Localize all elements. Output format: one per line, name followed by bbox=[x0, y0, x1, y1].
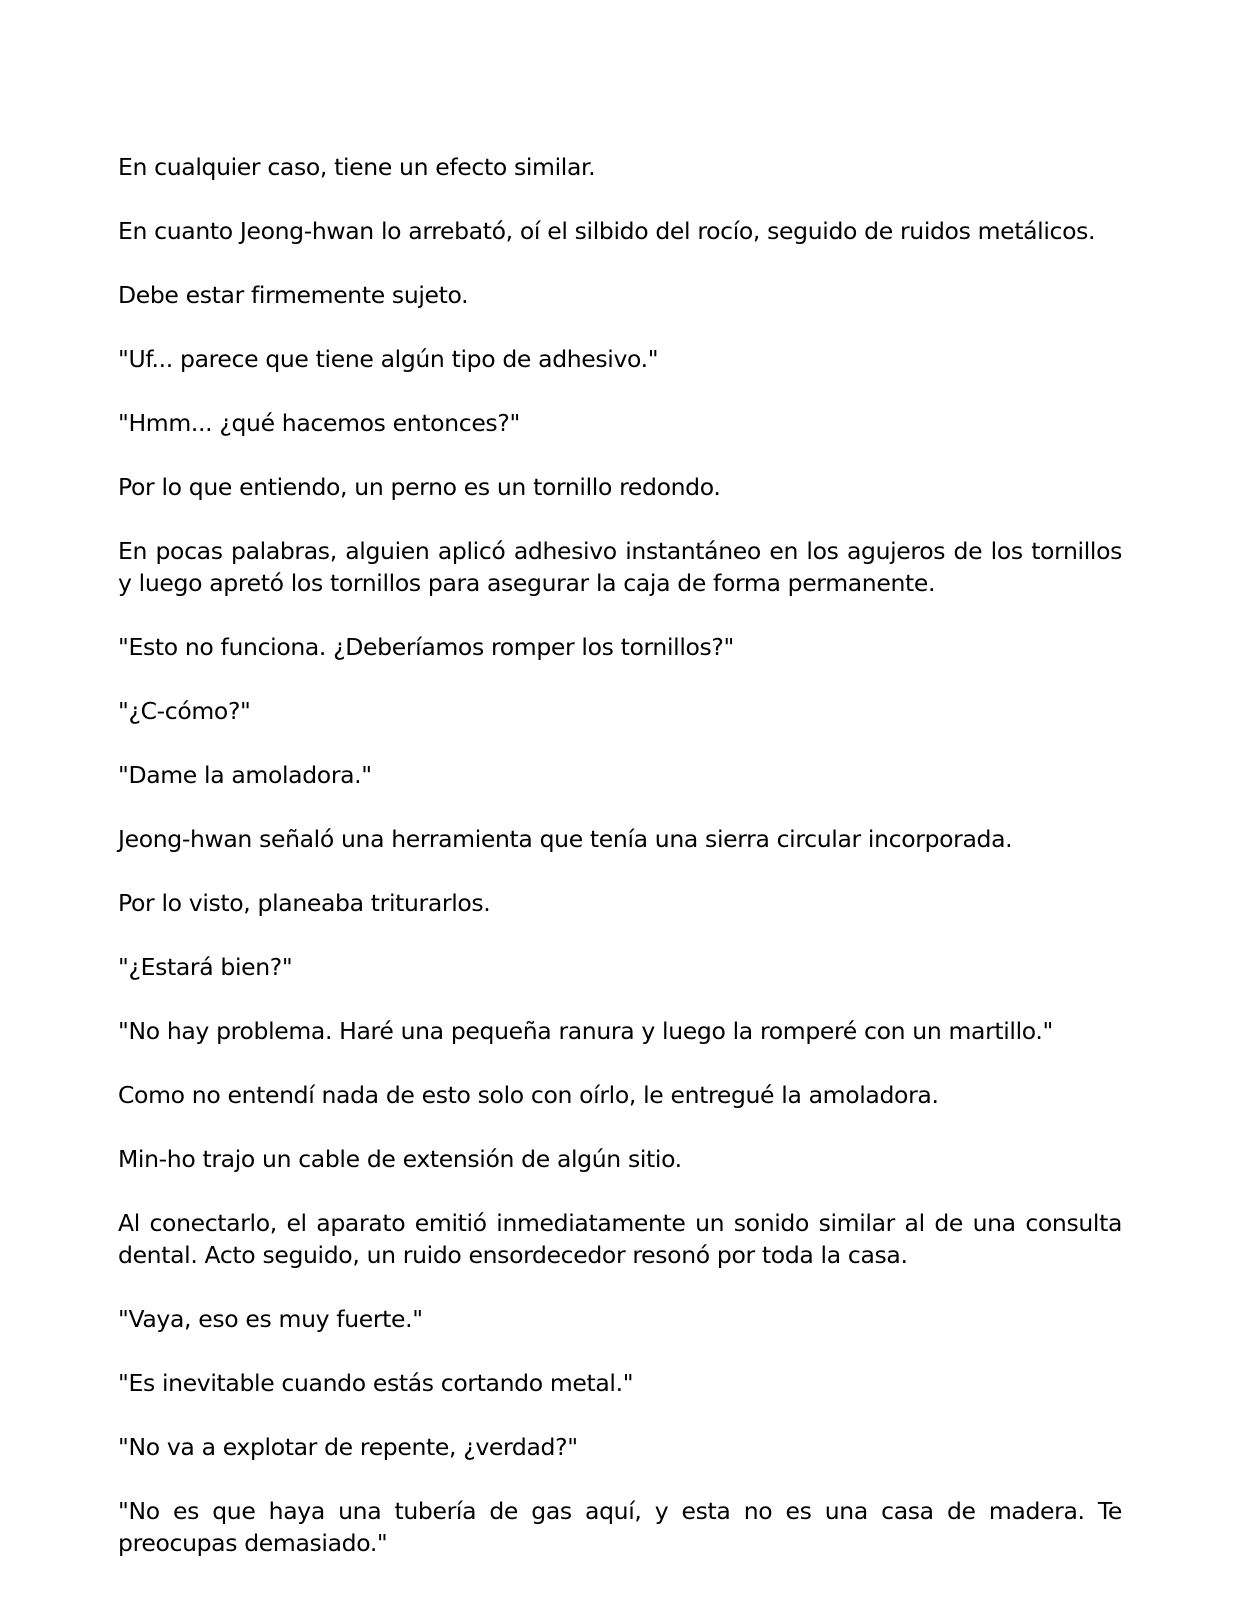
paragraph: "No va a explotar de repente, ¿verdad?" bbox=[118, 1433, 578, 1461]
paragraph: "Vaya, eso es muy fuerte." bbox=[118, 1305, 423, 1333]
paragraph: "Uf... parece que tiene algún tipo de adhesivo." bbox=[118, 345, 659, 373]
document-body bbox=[118, 151, 1122, 1591]
paragraph: "¿C-cómo?" bbox=[118, 697, 251, 725]
paragraph: En cualquier caso, tiene un efecto similar. bbox=[118, 153, 596, 181]
paragraph: "Dame la amoladora." bbox=[118, 761, 372, 789]
paragraph: Min-ho trajo un cable de extensión de algún sitio. bbox=[118, 1145, 682, 1173]
paragraph: "¿Estará bien?" bbox=[118, 953, 293, 981]
paragraph: "Esto no funciona. ¿Deberíamos romper los tornillos?" bbox=[118, 633, 735, 661]
paragraph: "Hmm... ¿qué hacemos entonces?" bbox=[118, 409, 520, 437]
paragraph: Por lo que entiendo, un perno es un tornillo redondo. bbox=[118, 473, 721, 501]
paragraph: Jeong-hwan señaló una herramienta que tenía una sierra circular incorporada. bbox=[118, 825, 1013, 853]
paragraph: En cuanto Jeong-hwan lo arrebató, oí el silbido del rocío, seguido de ruidos metálicos. bbox=[118, 217, 1096, 245]
paragraph: Como no entendí nada de esto solo con oírlo, le entregué la amoladora. bbox=[118, 1081, 939, 1109]
paragraph: Debe estar firmemente sujeto. bbox=[118, 281, 469, 309]
paragraph: "No hay problema. Haré una pequeña ranura y luego la romperé con un martillo." bbox=[118, 1017, 1053, 1045]
paragraph: "Es inevitable cuando estás cortando metal." bbox=[118, 1369, 634, 1397]
paragraph: En pocas palabras, alguien aplicó adhesivo instantáneo en los agujeros de los tornillos y luego apretó los tornillos para asegurar la caja de forma permanente. bbox=[118, 537, 1122, 597]
paragraph: Al conectarlo, el aparato emitió inmediatamente un sonido similar al de una consulta dental. Acto seguido, un ruido ensordecedor resonó por toda la casa. bbox=[118, 1209, 1122, 1269]
paragraph: Por lo visto, planeaba triturarlos. bbox=[118, 889, 491, 917]
paragraph: "No es que haya una tubería de gas aquí, y esta no es una casa de madera. Te preocupas demasiado." bbox=[118, 1497, 1122, 1557]
